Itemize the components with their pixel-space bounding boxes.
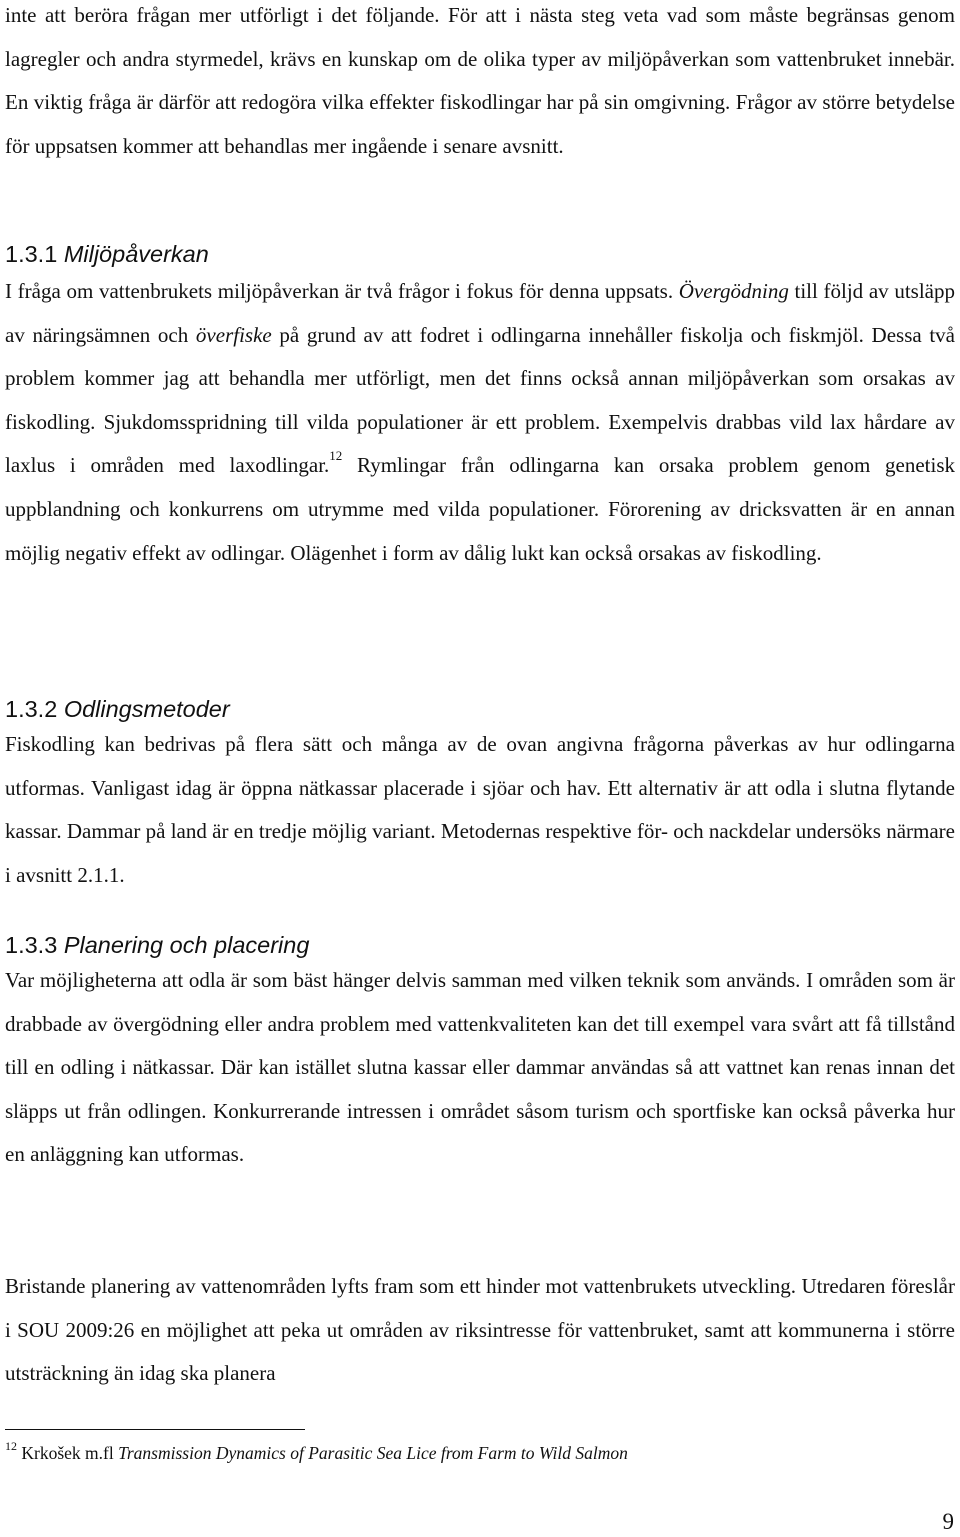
section-number: 1.3.3 [5,932,58,958]
planering-text-2: Bristande planering av vattenområden lyfts fram som ett hinder mot vattenbrukets utveckling. Utredaren föreslår i SOU 2009:26 en möjlighet att peka ut områden av riksintresse för vattenbruket, samt att kommunerna i större utsträckning än idag ska planera [5,1274,955,1386]
planering-text: Var möjligheterna att odla är som bäst hänger delvis samman med vilken teknik som används. I områden som är drabbade av övergödning eller andra problem med vattenkvaliteten kan det till exempel vara svårt att få tillstånd till en odling i nätkassar. Där kan istället slutna kassar eller dammar användas så att vattnet kan renas innan det släpps ut från odlingen. Konkurrerande intressen i området såsom turism och sportfiske kan också påverka hur en anläggning kan utformas. [5,968,955,1167]
section-title: Odlingsmetoder [63,696,230,722]
miljopaverkan-text-d: Rymlingar från odlingarna kan orsaka problem genom genetisk uppblandning och konkurrens om utrymme med vilda populationer. Förorening av dricksvatten är en annan möjlig negativ effekt av odlingar. Olägenhet i form av dålig lukt kan också orsakas av fiskodling. [5,453,956,565]
page-number: 9 [942,1509,954,1534]
miljopaverkan-paragraph [5,270,955,575]
emphasis-overfiske: överfiske [195,322,272,347]
odlingsmetoder-paragraph [5,723,955,897]
intro-paragraph [5,0,955,168]
planering-paragraph [5,959,955,1177]
section-number: 1.3.1 [5,241,58,267]
footnote-reference[interactable]: 12 [329,448,343,464]
footnote [5,1438,628,1468]
section-heading-miljopaverkan [5,239,209,269]
odlingsmetoder-text: Fiskodling kan bedrivas på flera sätt och många av de ovan angivna frågorna påverkas av hur odlingarna utformas. Vanligast idag är öppna nätkassar placerade i sjöar och hav. Ett alternativ är att odla i slutna flytande kassar. Dammar på land är en tredje möjlig variant. Metodernas respektive för- och nackdelar undersöks närmare i avsnitt 2.1.1. [5,732,955,887]
footnote-title: Transmission Dynamics of Parasitic Sea Lice from Farm to Wild Salmon [118,1443,628,1463]
intro-text: inte att beröra frågan mer utförligt i det följande. För att i nästa steg veta vad som måste begränsas genom lagregler och andra styrmedel, krävs en kunskap om de olika typer av miljöpåverkan som vattenbruket innebär. En viktig fråga är därför att redogöra vilka effekter fiskodlingar har på sin omgivning. Frågor av större betydelse för uppsatsen kommer att behandlas mer ingående i senare avsnitt. [5,3,955,158]
section-title: Planering och placering [63,932,310,958]
section-heading-planering [5,930,309,960]
section-title: Miljöpåverkan [63,241,209,267]
miljopaverkan-text-a: I fråga om vattenbrukets miljöpåverkan är två frågor i fokus för denna uppsats. [5,279,679,303]
footnote-divider [5,1429,305,1430]
section-number: 1.3.2 [5,696,58,722]
emphasis-overgodning: Övergödning [678,279,789,303]
planering-paragraph-2 [5,1265,955,1396]
miljopaverkan-text-c: på grund av att fodret i odlingarna innehåller fiskolja och fiskmjöl. Dessa två problem kommer jag att behandla mer utförligt, men det finns också annan miljöpåverkan som orsakas av fiskodling. Sjukdomsspridning till vilda populationer är ett problem. Exempelvis drabbas vild lax hårdare av laxlus i områden med laxodlingar. [5,322,955,478]
section-heading-odlingsmetoder [5,694,230,724]
footnote-author: Krkošek m.fl [17,1443,119,1463]
footnote-number: 12 [5,1439,17,1453]
miljopaverkan-text-b: till följd av utsläpp av näringsämnen och [5,279,956,347]
